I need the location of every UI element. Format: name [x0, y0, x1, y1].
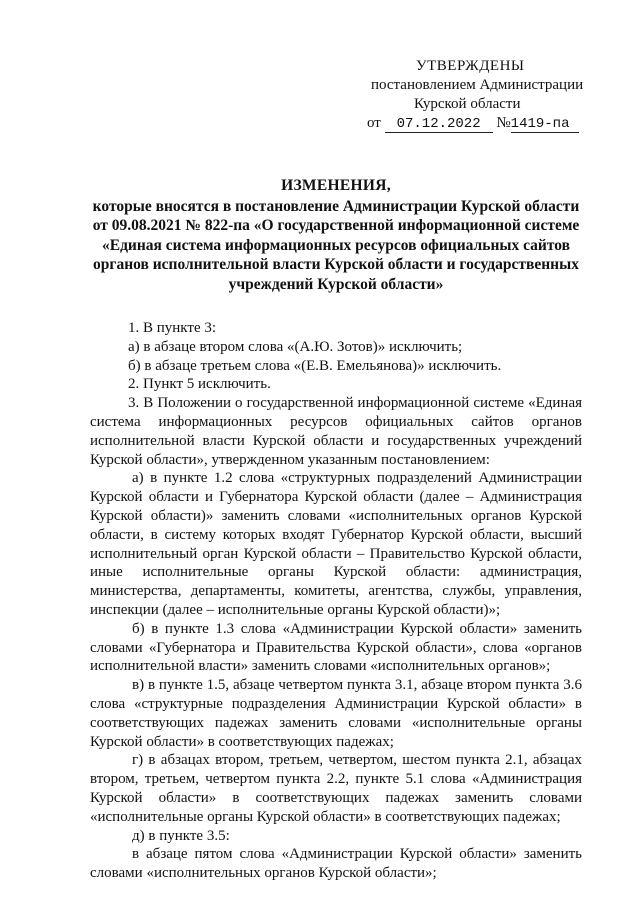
approval-line-resolution: постановлением Администрации — [371, 77, 584, 93]
title-line: от 09.08.2021 № 822-па «О государственной информационной системе — [92, 217, 580, 234]
title-line: органов исполнительной власти Курской области и государственных — [93, 256, 579, 273]
paragraph-item-3c: в) в пункте 1.5, абзаце четвертом пункта 3.1, абзаце втором пункта 3.6 слова «структурные подразделения Администрации Курской области» в соответствующих падежах заменить словами «исполнительные органы Курской области» в соответствующих падежах; — [90, 677, 582, 750]
paragraph-item-3d: г) в абзацах втором, третьем, четвертом, шестом пункта 2.1, абзацах втором, третьем, четвертом пункта 2.2, пункте 5.1 слова «Администрация Курской области» в соответствующих падежах заменить словами «исполнительные органы Курской области» в соответствующих падежах; — [90, 752, 582, 825]
paragraph-item-1b: б) в абзаце третьем слова «(Е.В. Емельянова)» исключить. — [128, 357, 502, 374]
approval-stamp — [362, 57, 612, 133]
title-line: которые вносятся в постановление Администрации Курской области — [92, 197, 580, 215]
date-prefix: от — [367, 115, 381, 131]
approval-heading: УТВЕРЖДЕНЫ — [416, 58, 525, 74]
paragraph-item-2: 2. Пункт 5 исключить. — [128, 376, 271, 393]
paragraph-item-1a: а) в абзаце втором слова «(А.Ю. Зотов)» исключить; — [128, 338, 463, 355]
document-body — [90, 319, 582, 883]
approval-date-number-line — [362, 114, 612, 133]
paragraph-item-3e: д) в пункте 3.5: — [132, 827, 230, 844]
title-line: учреждений Курской области» — [228, 275, 444, 293]
approval-date: 07.12.2022 — [385, 117, 493, 133]
approval-line-region: Курской области — [414, 96, 521, 112]
paragraph-item-3e-subparagraph: в абзаце пятом слова «Администрации Курской области» заменить словами «исполнительных органов Курской области»; — [90, 846, 582, 882]
paragraph-item-3: 3. В Положении о государственной информационной системе «Единая система информационных ресурсов официальных сайтов органов исполнительной власти Курской области и государственных учреждений Курской области», утвержденном указанным постановлением: — [90, 395, 582, 468]
paragraph-item-3b: б) в пункте 1.3 слова «Администрации Курской области» заменить словами «Губернатора и Правительства Курской области», слова «органов исполнительной власти» заменить словами «исполнительных органов»; — [90, 620, 582, 675]
approval-number: 1419-па — [511, 117, 579, 133]
title-heading: ИЗМЕНЕНИЯ, — [281, 177, 391, 194]
number-prefix: № — [496, 115, 511, 131]
paragraph-item-1: 1. В пункте 3: — [128, 320, 217, 336]
document-title — [80, 176, 592, 294]
paragraph-item-3a: а) в пункте 1.2 слова «структурных подразделений Администрации Курской области и Губернатора Курской области (далее – Администрация Курской области)» заменить словами «исполнительных органов Курской области, в систему которых входят Губернатор Курской области, высший исполнительный орган Курской области – Правительство Курской области, иные исполнительные органы Курской области: администрация, министерства, департаменты, комитеты, агентства, службы, управления, инспекции (далее – исполнительные органы Курской области)»; — [90, 470, 582, 618]
title-line: «Единая система информационных ресурсов официальных сайтов — [101, 236, 570, 254]
